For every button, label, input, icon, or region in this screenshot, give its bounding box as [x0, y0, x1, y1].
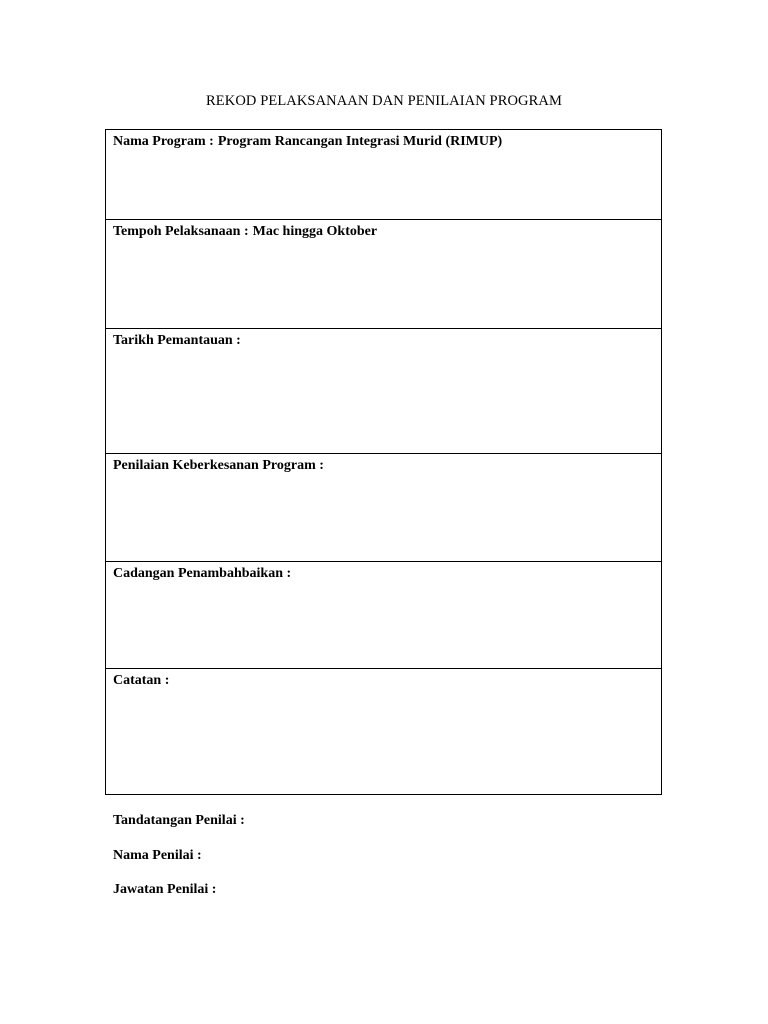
row-notes [106, 669, 661, 794]
row-program-name [106, 130, 661, 220]
program-name-value: Program Rancangan Integrasi Murid (RIMUP) [217, 134, 503, 149]
implementation-period-label: Tempoh Pelaksanaan : [113, 224, 249, 239]
evaluator-name-label: Nama Penilai : [113, 847, 202, 863]
program-name-label: Nama Program : [113, 134, 214, 149]
row-improvement-suggestions [106, 562, 661, 669]
row-monitoring-date [106, 329, 661, 454]
effectiveness-evaluation-label: Penilaian Keberkesanan Program : [113, 458, 324, 473]
signature-block [113, 812, 245, 916]
row-implementation-period [106, 220, 661, 329]
monitoring-date-label: Tarikh Pemantauan : [113, 333, 241, 348]
implementation-period-value: Mac hingga Oktober [252, 224, 378, 239]
evaluator-signature-label: Tandatangan Penilai : [113, 813, 245, 828]
row-effectiveness-evaluation [106, 454, 661, 562]
page-title: REKOD PELAKSANAAN DAN PENILAIAN PROGRAM [206, 93, 562, 109]
improvement-suggestions-label: Cadangan Penambahbaikan : [113, 566, 292, 581]
record-form-table [105, 129, 662, 795]
notes-label: Catatan : [113, 673, 170, 688]
evaluator-position-label: Jawatan Penilai : [113, 882, 217, 897]
